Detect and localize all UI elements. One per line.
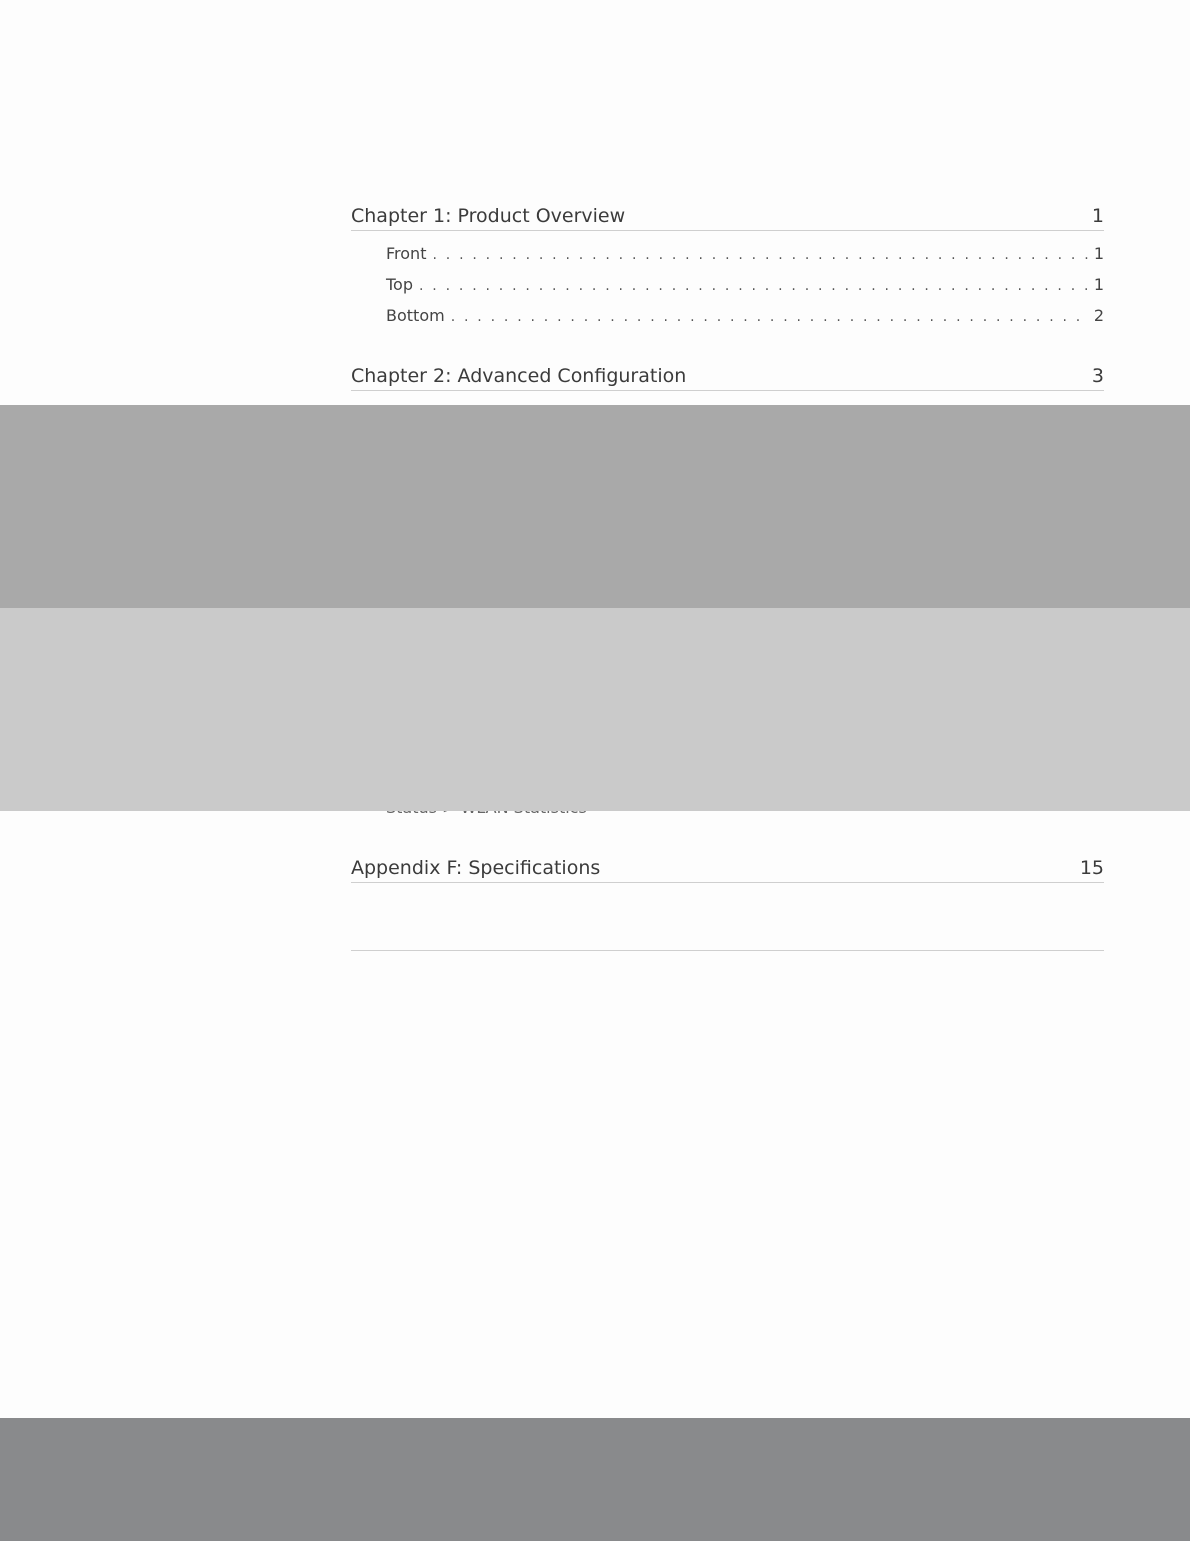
chapter-title: Appendix F: Specifications (351, 857, 601, 879)
entry-page: 1 (1093, 275, 1104, 294)
entry-page: 1 (1093, 244, 1104, 263)
chapter-page: 3 (1091, 365, 1104, 387)
divider-rule (351, 950, 1104, 951)
chapter-title: Chapter 1: Product Overview (351, 205, 626, 227)
footer-band (0, 1418, 1190, 1541)
chapter-page: 1 (1091, 205, 1104, 227)
chapter-title: Chapter 2: Advanced Configuration (351, 365, 687, 387)
entry-page: 2 (1093, 306, 1104, 325)
dot-leader (451, 309, 1088, 325)
toc-entry-front[interactable] (386, 241, 1104, 263)
chapter-page: 15 (1079, 857, 1104, 879)
toc-entry-bottom[interactable] (386, 303, 1104, 325)
entry-label: Front (386, 244, 427, 263)
entry-label: Top (386, 275, 413, 294)
toc-entry-top[interactable] (386, 272, 1104, 294)
dot-leader (419, 278, 1088, 294)
toc-chapter-1[interactable] (351, 201, 1104, 231)
dot-leader (432, 247, 1087, 263)
toc-chapter-2[interactable] (351, 361, 1104, 391)
entry-label: Bottom (386, 306, 445, 325)
redaction-band-light (0, 608, 1190, 811)
toc-appendix-f[interactable] (351, 853, 1104, 883)
redaction-band-dark (0, 405, 1190, 608)
